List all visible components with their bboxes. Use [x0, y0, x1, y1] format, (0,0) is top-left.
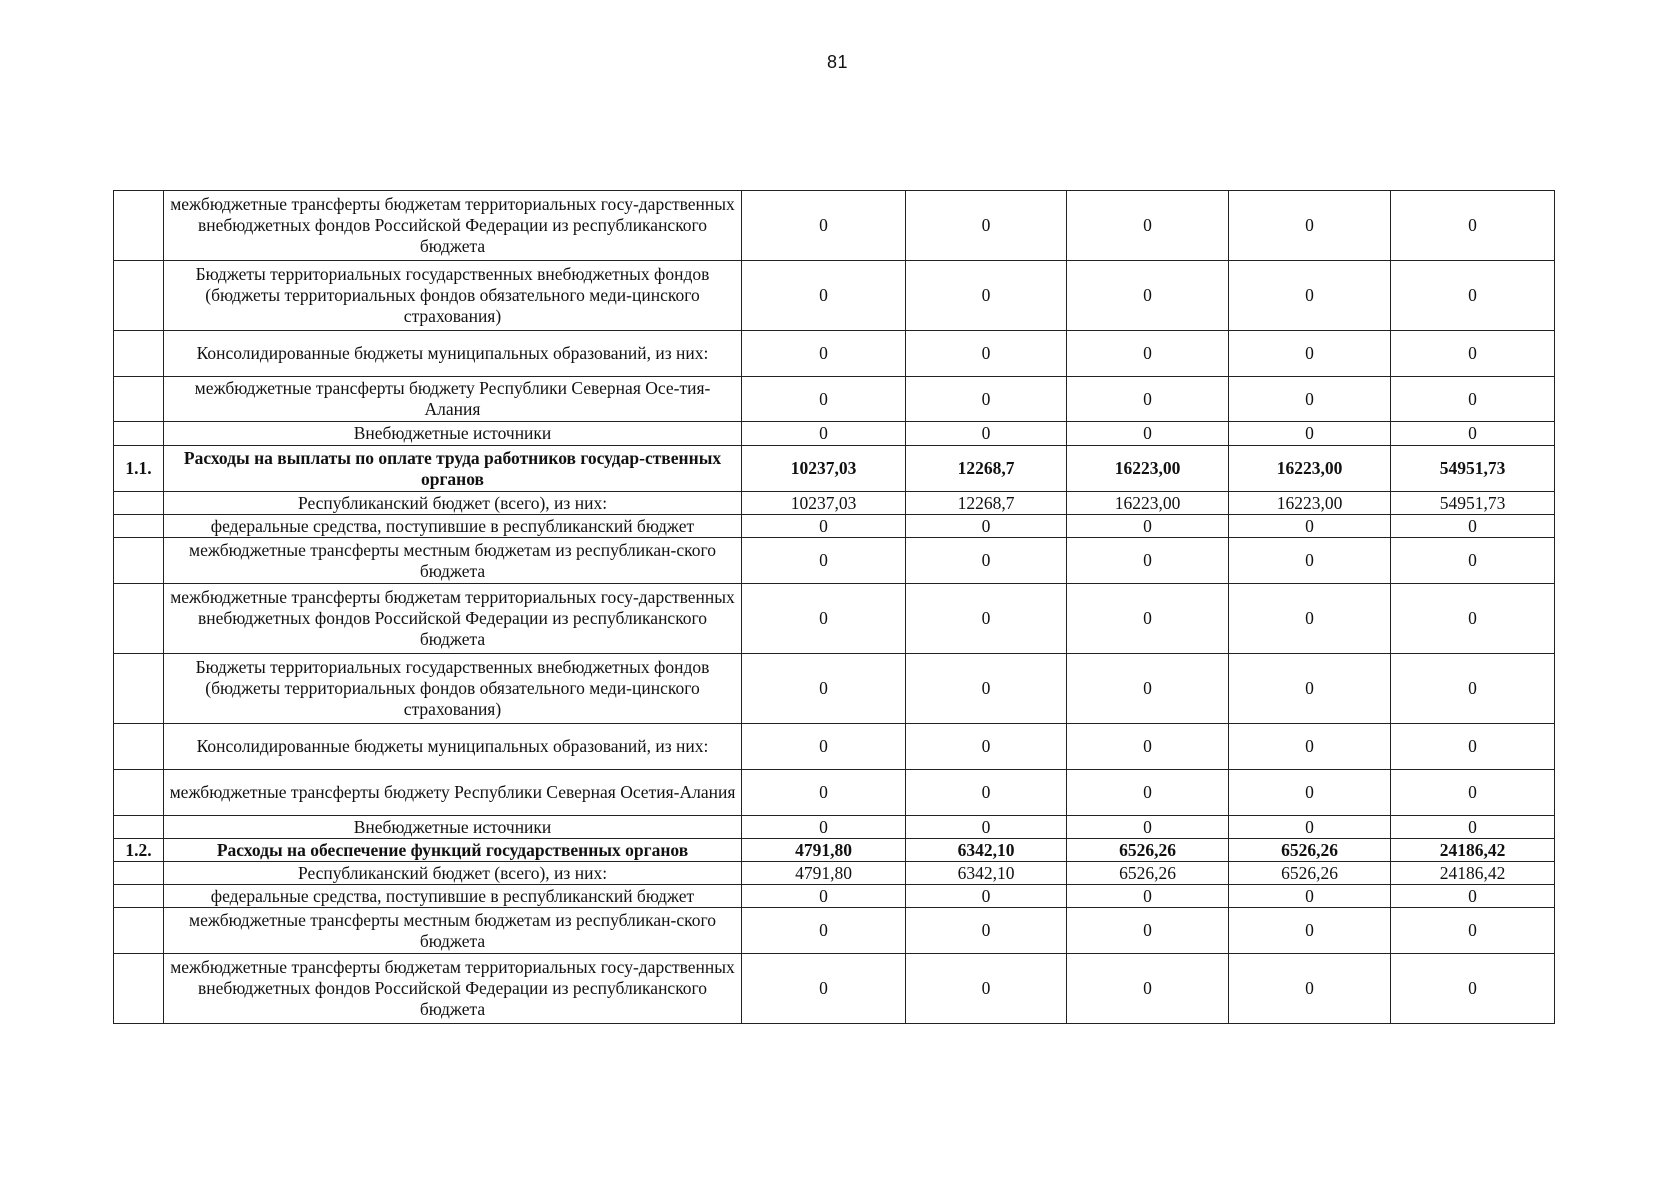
row-number-cell	[114, 331, 164, 377]
value-cell: 0	[1067, 654, 1229, 724]
value-cell: 0	[1391, 885, 1555, 908]
value-cell: 0	[906, 724, 1067, 770]
value-cell: 0	[1391, 584, 1555, 654]
value-cell: 0	[742, 261, 906, 331]
table-row	[114, 377, 1555, 422]
value-cell: 0	[742, 954, 906, 1024]
table-row	[114, 654, 1555, 724]
row-number-cell	[114, 724, 164, 770]
row-number-cell	[114, 584, 164, 654]
value-cell: 0	[906, 954, 1067, 1024]
value-cell: 54951,73	[1391, 446, 1555, 492]
table-row	[114, 191, 1555, 261]
value-cell: 0	[1067, 377, 1229, 422]
budget-table-body	[114, 191, 1555, 1024]
value-cell: 12268,7	[906, 446, 1067, 492]
value-cell: 0	[1067, 885, 1229, 908]
value-cell: 12268,7	[906, 492, 1067, 515]
table-row	[114, 770, 1555, 816]
row-description-cell: межбюджетные трансферты бюджетам территориальных госу-дарственных внебюджетных фондов Российской Федерации из республиканского бюджета	[164, 954, 742, 1024]
value-cell: 0	[1391, 191, 1555, 261]
row-number-cell	[114, 422, 164, 446]
value-cell: 0	[1229, 654, 1391, 724]
table-row	[114, 908, 1555, 954]
value-cell: 0	[742, 191, 906, 261]
value-cell: 0	[906, 908, 1067, 954]
value-cell: 16223,00	[1067, 492, 1229, 515]
value-cell: 24186,42	[1391, 862, 1555, 885]
value-cell: 0	[906, 377, 1067, 422]
value-cell: 0	[742, 654, 906, 724]
value-cell: 0	[742, 885, 906, 908]
budget-table	[113, 190, 1555, 1024]
value-cell: 0	[1067, 515, 1229, 538]
row-description-cell: Бюджеты территориальных государственных внебюджетных фондов (бюджеты территориальных фондов обязательного меди-цинского страхования)	[164, 654, 742, 724]
value-cell: 0	[906, 584, 1067, 654]
value-cell: 6526,26	[1067, 839, 1229, 862]
value-cell: 0	[742, 377, 906, 422]
row-description-cell: межбюджетные трансферты бюджету Республики Северная Осе-тия-Алания	[164, 377, 742, 422]
table-row	[114, 724, 1555, 770]
value-cell: 0	[1067, 261, 1229, 331]
table-row	[114, 584, 1555, 654]
value-cell: 0	[742, 816, 906, 839]
value-cell: 0	[1229, 538, 1391, 584]
value-cell: 0	[1067, 816, 1229, 839]
value-cell: 0	[1229, 191, 1391, 261]
value-cell: 0	[906, 261, 1067, 331]
value-cell: 0	[1067, 954, 1229, 1024]
value-cell: 0	[1391, 816, 1555, 839]
value-cell: 16223,00	[1067, 446, 1229, 492]
value-cell: 0	[1391, 770, 1555, 816]
row-description-cell: федеральные средства, поступившие в республиканский бюджет	[164, 515, 742, 538]
value-cell: 0	[1391, 654, 1555, 724]
row-number-cell: 1.2.	[114, 839, 164, 862]
row-description-cell: Республиканский бюджет (всего), из них:	[164, 492, 742, 515]
row-number-cell	[114, 654, 164, 724]
row-number-cell	[114, 908, 164, 954]
value-cell: 0	[1067, 422, 1229, 446]
value-cell: 16223,00	[1229, 492, 1391, 515]
row-number-cell	[114, 538, 164, 584]
value-cell: 16223,00	[1229, 446, 1391, 492]
value-cell: 0	[1391, 261, 1555, 331]
value-cell: 0	[1391, 422, 1555, 446]
value-cell: 6526,26	[1229, 839, 1391, 862]
value-cell: 0	[1391, 377, 1555, 422]
value-cell: 0	[906, 770, 1067, 816]
row-description-cell: межбюджетные трансферты местным бюджетам из республикан-ского бюджета	[164, 538, 742, 584]
value-cell: 0	[906, 654, 1067, 724]
row-description-cell: Республиканский бюджет (всего), из них:	[164, 862, 742, 885]
table-row	[114, 816, 1555, 839]
row-number-cell	[114, 377, 164, 422]
row-number-cell	[114, 816, 164, 839]
value-cell: 0	[1229, 515, 1391, 538]
table-row	[114, 515, 1555, 538]
value-cell: 0	[1229, 261, 1391, 331]
page-number: 81	[826, 52, 849, 72]
value-cell: 4791,80	[742, 839, 906, 862]
value-cell: 0	[1229, 816, 1391, 839]
row-description-cell: Консолидированные бюджеты муниципальных образований, из них:	[164, 331, 742, 377]
value-cell: 6342,10	[906, 862, 1067, 885]
table-row	[114, 839, 1555, 862]
row-number-cell	[114, 770, 164, 816]
value-cell: 0	[1229, 908, 1391, 954]
value-cell: 0	[1391, 908, 1555, 954]
row-number-cell	[114, 261, 164, 331]
value-cell: 10237,03	[742, 446, 906, 492]
table-row	[114, 862, 1555, 885]
value-cell: 6342,10	[906, 839, 1067, 862]
value-cell: 10237,03	[742, 492, 906, 515]
value-cell: 0	[906, 816, 1067, 839]
value-cell: 6526,26	[1067, 862, 1229, 885]
value-cell: 0	[742, 331, 906, 377]
value-cell: 0	[906, 331, 1067, 377]
value-cell: 0	[742, 422, 906, 446]
value-cell: 0	[906, 538, 1067, 584]
value-cell: 0	[1229, 584, 1391, 654]
value-cell: 0	[1067, 331, 1229, 377]
value-cell: 0	[742, 515, 906, 538]
value-cell: 0	[1229, 377, 1391, 422]
table-row	[114, 422, 1555, 446]
value-cell: 0	[1391, 538, 1555, 584]
value-cell: 0	[1229, 770, 1391, 816]
row-description-cell: Внебюджетные источники	[164, 816, 742, 839]
value-cell: 0	[1229, 954, 1391, 1024]
value-cell: 0	[1229, 885, 1391, 908]
table-row	[114, 446, 1555, 492]
row-description-cell: межбюджетные трансферты бюджетам территориальных госу-дарственных внебюджетных фондов Российской Федерации из республиканского бюджета	[164, 584, 742, 654]
row-number-cell	[114, 954, 164, 1024]
value-cell: 0	[1229, 331, 1391, 377]
row-number-cell	[114, 191, 164, 261]
row-number-cell	[114, 515, 164, 538]
value-cell: 0	[1067, 908, 1229, 954]
row-description-cell: Консолидированные бюджеты муниципальных образований, из них:	[164, 724, 742, 770]
row-description-cell: федеральные средства, поступившие в республиканский бюджет	[164, 885, 742, 908]
value-cell: 0	[1391, 515, 1555, 538]
value-cell: 54951,73	[1391, 492, 1555, 515]
table-row	[114, 538, 1555, 584]
row-description-cell: межбюджетные трансферты бюджету Республики Северная Осетия-Алания	[164, 770, 742, 816]
value-cell: 6526,26	[1229, 862, 1391, 885]
value-cell: 24186,42	[1391, 839, 1555, 862]
value-cell: 0	[742, 908, 906, 954]
value-cell: 0	[1067, 770, 1229, 816]
value-cell: 0	[906, 191, 1067, 261]
table-row	[114, 261, 1555, 331]
value-cell: 0	[1229, 724, 1391, 770]
row-number-cell: 1.1.	[114, 446, 164, 492]
value-cell: 0	[1391, 724, 1555, 770]
value-cell: 0	[1391, 954, 1555, 1024]
row-description-cell: межбюджетные трансферты бюджетам территориальных госу-дарственных внебюджетных фондов Российской Федерации из республиканского бюджета	[164, 191, 742, 261]
row-description-cell: Внебюджетные источники	[164, 422, 742, 446]
value-cell: 4791,80	[742, 862, 906, 885]
table-row	[114, 331, 1555, 377]
row-description-cell: Расходы на обеспечение функций государственных органов	[164, 839, 742, 862]
table-row	[114, 492, 1555, 515]
row-number-cell	[114, 862, 164, 885]
value-cell: 0	[1067, 538, 1229, 584]
row-description-cell: Расходы на выплаты по оплате труда работников государ-ственных органов	[164, 446, 742, 492]
value-cell: 0	[1229, 422, 1391, 446]
value-cell: 0	[1391, 331, 1555, 377]
value-cell: 0	[742, 770, 906, 816]
row-number-cell	[114, 885, 164, 908]
row-description-cell: Бюджеты территориальных государственных внебюджетных фондов (бюджеты территориальных фондов обязательного меди-цинского страхования)	[164, 261, 742, 331]
value-cell: 0	[906, 885, 1067, 908]
value-cell: 0	[1067, 584, 1229, 654]
table-row	[114, 885, 1555, 908]
table-row	[114, 954, 1555, 1024]
value-cell: 0	[906, 515, 1067, 538]
value-cell: 0	[742, 538, 906, 584]
value-cell: 0	[742, 584, 906, 654]
value-cell: 0	[906, 422, 1067, 446]
row-description-cell: межбюджетные трансферты местным бюджетам из республикан-ского бюджета	[164, 908, 742, 954]
value-cell: 0	[742, 724, 906, 770]
row-number-cell	[114, 492, 164, 515]
value-cell: 0	[1067, 724, 1229, 770]
value-cell: 0	[1067, 191, 1229, 261]
